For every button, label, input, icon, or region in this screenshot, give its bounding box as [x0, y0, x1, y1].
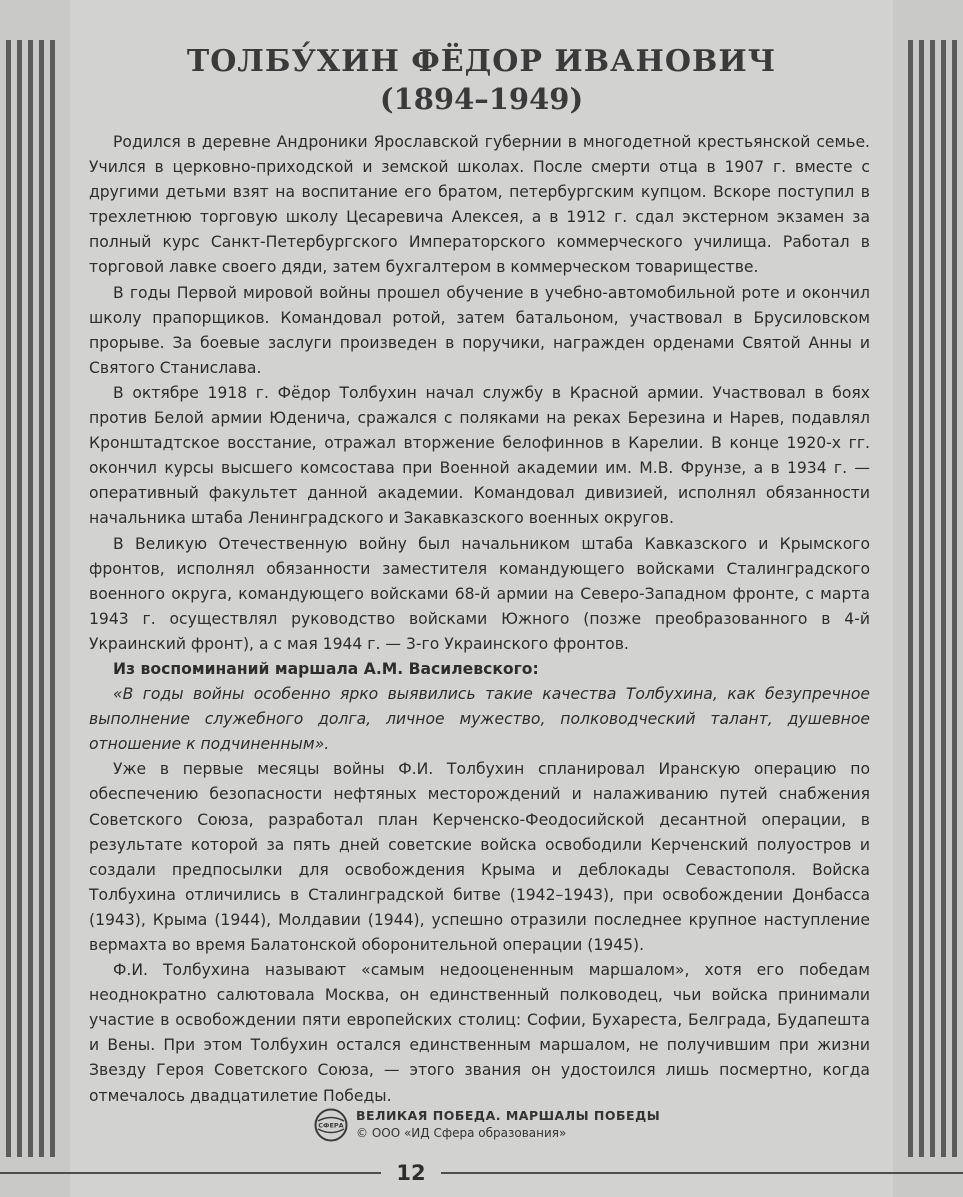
paragraph: Уже в первые месяцы войны Ф.И. Толбухин спланировал Иранскую операцию по обеспечению безопасности нефтяных месторождений и налаживанию путей снабжения Советского Союза, разработал план Керченско-Феодосийской десантной операции, в результате которой за пять дней советские войска освободили Керченский полуостров и создали предпосылки для освобождения Крыма и деблокады Севастополя. Войска Толбухина отличились в Сталинградской битве (1942–1943), при освобождении Донбасса (1943), Крыма (1944), Молдавии (1944), успешно отразили последнее крупное наступление вермахта во время Балатонской оборонительной операции (1945).	[89, 760, 870, 954]
paragraph: В октябре 1918 г. Фёдор Толбухин начал службу в Красной армии. Участвовал в боях против Белой армии Юденича, сражался с поляками на реках Березина и Нарев, подавлял Кронштадтское восстание, отражал вторжение белофиннов в Карелии. В конце 1920-х гг. окончил курсы высшего комсостава при Военной академии им. М.В. Фрунзе, а в 1934 г. — оперативный факультет данной академии. Командовал дивизией, исполнял обязанности начальника штаба Ленинградского и Закавказского военных округов.	[89, 383, 870, 528]
logo-text: СФЕРА	[318, 1121, 344, 1130]
paragraph: Родился в деревне Андроники Ярославской губернии в многодетной крестьянской семье. Учился в церковно-приходской и земской школах. После смерти отца в 1907 г. вместе с другими детьми взят на воспитание его братом, петербургским купцом. Вскоре поступил в трехлетнюю торговую школу Цесаревича Алексея, а в 1912 г. сдал экстерном экзамен за полный курс Санкт-Петербургского Императорского коммерческого училища. Работал в торговой лавке своего дяди, затем бухгалтером в коммерческом товариществе.	[89, 133, 870, 277]
page-number-rule	[0, 1172, 963, 1174]
right-border-stripes	[903, 40, 963, 1157]
paragraph: В годы Первой мировой войны прошел обучение в учебно-автомобильной роте и окончил школу прапорщиков. Командовал ротой, затем батальоном, участвовал в Брусиловском прорыве. За боевые заслуги произведен в поручики, награжден орденами Святой Анны и Святого Станислава.	[89, 283, 870, 377]
page-title: ТОЛБУ́ХИН ФЁДОР ИВАНОВИЧ	[186, 44, 777, 79]
page-panel	[70, 0, 893, 1197]
paragraph: В Великую Отечественную войну был начальником штаба Кавказского и Крымского фронтов, исполнял обязанности заместителя командующего войсками Сталинградского военного округа, командующего войсками 68-й армии на Северо-Западном фронте, с марта 1943 г. осуществлял руководство войсками Южного (позже преобразованного в 4-й Украинский фронт), а с мая 1944 г. — 3-го Украинского фронтов.	[89, 534, 870, 653]
biography-text	[89, 130, 870, 1109]
publisher-footer	[70, 1104, 893, 1144]
page-number: 12	[381, 1156, 441, 1190]
paragraph: Ф.И. Толбухина называют «самым недооцененным маршалом», хотя его победам неоднократно салютовала Москва, он единственный полководец, чьи войска принимали участие в освобождении пяти европейских столиц: Софии, Бухареста, Белграда, Будапешта и Вены. При этом Толбухин остался единственным маршалом, не получившим при жизни Звезду Героя Советского Союза, — этого звания он удостоился лишь посмертно, когда отмечалось двадцатилетие Победы.	[89, 961, 870, 1105]
series-title: ВЕЛИКАЯ ПОБЕДА. МАРШАЛЫ ПОБЕДЫ	[356, 1108, 661, 1123]
copyright-text: © ООО «ИД Сфера образования»	[356, 1126, 567, 1140]
publisher-logo-icon	[314, 1108, 348, 1142]
left-border-stripes	[0, 40, 60, 1157]
quote: «В годы войны особенно ярко выявились такие качества Толбухина, как безупречное выполнение служебного долга, личное мужество, полководческий талант, душевное отношение к подчиненным».	[89, 685, 870, 754]
quote-heading: Из воспоминаний маршала А.М. Василевского:	[113, 659, 539, 678]
life-years: (1894–1949)	[379, 82, 584, 116]
